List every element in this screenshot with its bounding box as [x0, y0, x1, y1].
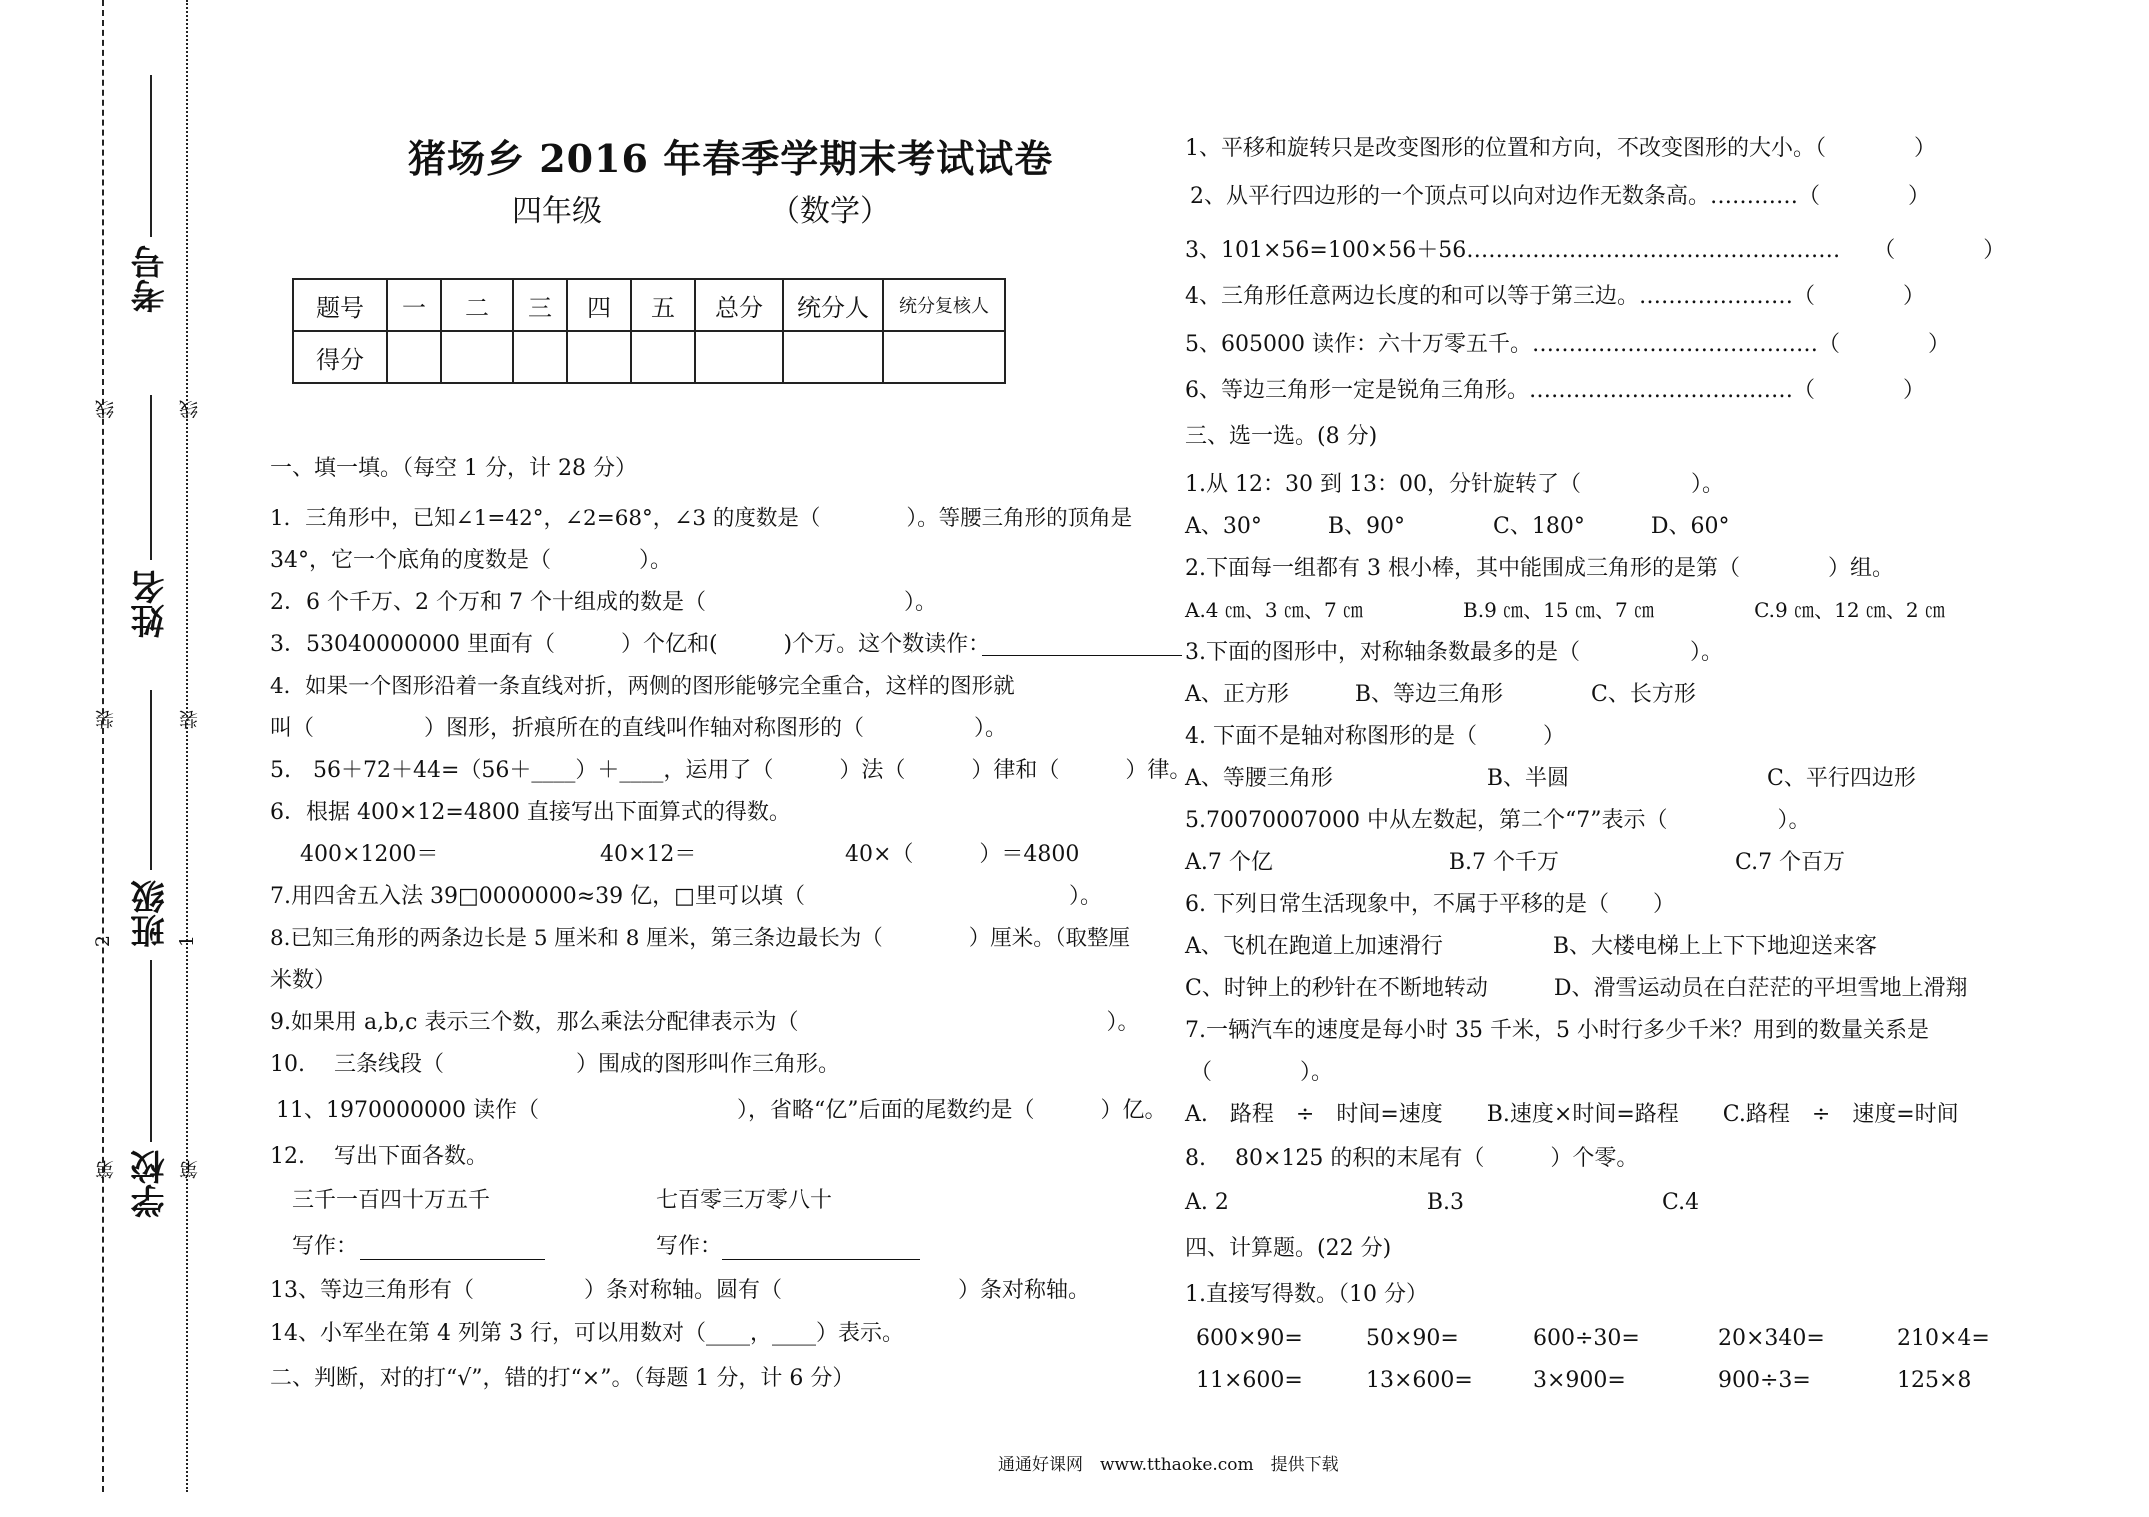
calc-10: 125×8 — [1897, 1368, 1972, 1393]
choice-4: 4. 下面不是轴对称图形的是（ ） — [1185, 724, 1565, 749]
margin-mark-right-2: 1 — [176, 935, 198, 948]
name-label: 姓名 — [131, 570, 171, 638]
question-12a-answer-line[interactable] — [360, 1258, 545, 1260]
calc-1: 600×90= — [1196, 1326, 1303, 1351]
judge-5: 5、605000 读作：六十万零五千。…………………………………（ ） — [1185, 332, 1950, 357]
school-label: 学校 — [131, 1150, 171, 1218]
subject-label: （数学） — [770, 194, 890, 229]
score-cell[interactable] — [631, 331, 695, 383]
score-header-cell: 统分人 — [783, 279, 883, 331]
calc-4: 20×340= — [1718, 1326, 1825, 1351]
question-8-line-1: 8.已知三角形的两条边长是 5 厘米和 8 厘米，第三条边最长为（ ）厘米。（取整厘 — [270, 926, 1130, 951]
question-3-answer-line[interactable] — [982, 654, 1182, 656]
score-cell[interactable] — [567, 331, 631, 383]
fold-line-right — [186, 0, 188, 1492]
margin-mark-right-1: 第 — [179, 1160, 201, 1179]
question-11: 11、1970000000 读作（ ），省略“亿”后面的尾数约是（ ）亿。 — [276, 1098, 1167, 1123]
choice-7-line-2: （ ）。 — [1190, 1060, 1334, 1085]
fold-line-left — [102, 0, 104, 1492]
calc-7: 13×600= — [1366, 1368, 1473, 1393]
question-12: 12. 写出下面各数。 — [270, 1144, 488, 1169]
calc-8: 3×900= — [1533, 1368, 1626, 1393]
id-label: 考号 — [131, 245, 171, 313]
choice-3: 3.下面的图形中，对称轴条数最多的是（ ）。 — [1185, 640, 1723, 665]
score-cell[interactable] — [783, 331, 883, 383]
judge-1: 1、平移和旋转只是改变图形的位置和方向，不改变图形的大小。（ ） — [1185, 136, 1936, 161]
calc-2: 50×90= — [1366, 1326, 1459, 1351]
score-header-cell: 统分复核人 — [883, 279, 1005, 331]
calc-9: 900÷3= — [1718, 1368, 1811, 1393]
choice-6-options-cd: C、时钟上的秒针在不断地转动 D、滑雪运动员在白茫茫的平坦雪地上滑翔 — [1185, 976, 1968, 1001]
score-cell[interactable] — [695, 331, 783, 383]
score-table — [292, 278, 1006, 384]
choice-8: 8. 80×125 的积的末尾有（ ）个零。 — [1185, 1146, 1639, 1171]
choice-3-options: A、正方形 B、等边三角形 C、长方形 — [1185, 682, 1696, 707]
choice-7-options: A. 路程 ÷ 时间=速度 B.速度×时间=路程 C.路程 ÷ 速度=时间 — [1185, 1102, 1959, 1127]
section-1-heading: 一、填一填。（每空 1 分，计 28 分） — [270, 456, 637, 481]
section-3-heading: 三、选一选。(8 分) — [1185, 424, 1378, 449]
choice-8-options: A. 2 B.3 C.4 — [1185, 1190, 1700, 1215]
question-7: 7.用四舍五入法 39□0000000≈39 亿，□里可以填（ ）。 — [270, 884, 1102, 909]
question-6b: 40×12＝ — [600, 842, 697, 867]
question-12a-write-label: 写作： — [292, 1234, 359, 1259]
score-cell[interactable] — [387, 331, 441, 383]
choice-2-options: A.4 ㎝、3 ㎝、7 ㎝ B.9 ㎝、15 ㎝、7 ㎝ C.9 ㎝、12 ㎝、2 ㎝ — [1185, 598, 1945, 622]
class-field[interactable] — [150, 690, 152, 870]
footer-source: 通通好课网 www.tthaoke.com 提供下载 — [998, 1455, 1339, 1475]
score-cell[interactable] — [513, 331, 567, 383]
score-cell[interactable] — [441, 331, 513, 383]
margin-mark-right-3: 装 — [179, 710, 201, 729]
score-cell[interactable] — [883, 331, 1005, 383]
question-12a: 三千一百四十万五千 — [292, 1188, 491, 1213]
calc-6: 11×600= — [1196, 1368, 1303, 1393]
question-13: 13、等边三角形有（ ）条对称轴。圆有（ ）条对称轴。 — [270, 1278, 1090, 1303]
question-12b-write-label: 写作： — [656, 1234, 723, 1259]
score-row-label: 得分 — [293, 331, 387, 383]
section-2-heading: 二、判断，对的打“√”，错的打“×”。（每题 1 分，计 6 分） — [270, 1366, 855, 1391]
choice-4-options: A、等腰三角形 B、半圆 C、平行四边形 — [1185, 766, 1916, 791]
choice-5-options: A.7 个亿 B.7 个千万 C.7 个百万 — [1185, 850, 1846, 875]
calc-5: 210×4= — [1897, 1326, 1990, 1351]
score-header-cell: 一 — [387, 279, 441, 331]
judge-4: 4、三角形任意两边长度的和可以等于第三边。…………………（ ） — [1185, 284, 1925, 309]
question-9: 9.如果用 a,b,c 表示三个数，那么乘法分配律表示为（ ）。 — [270, 1010, 1140, 1035]
choice-5: 5.70070007000 中从左数起，第二个“7”表示（ ）。 — [1185, 808, 1811, 833]
question-14: 14、小军坐在第 4 列第 3 行，可以用数对（____，____）表示。 — [270, 1321, 904, 1346]
question-6c: 40×（ ）＝4800 — [845, 842, 1080, 867]
choice-7-line-1: 7.一辆汽车的速度是每小时 35 千米，5 小时行多少千米？用到的数量关系是 — [1185, 1018, 1929, 1043]
choice-6: 6. 下列日常生活现象中，不属于平移的是（ ） — [1185, 892, 1675, 917]
judge-6: 6、等边三角形一定是锐角三角形。………………………………（ ） — [1185, 378, 1925, 403]
question-12b-answer-line[interactable] — [722, 1258, 920, 1260]
calc-subheading: 1.直接写得数。（10 分） — [1185, 1282, 1428, 1307]
choice-6-options-ab: A、飞机在跑道上加速滑行 B、大楼电梯上上下下地迎送来客 — [1185, 934, 1878, 959]
question-2: 2．6 个千万、2 个万和 7 个十组成的数是（ ）。 — [270, 590, 937, 615]
grade-label: 四年级 — [512, 194, 602, 229]
score-header-row — [293, 279, 1005, 331]
calc-3: 600÷30= — [1533, 1326, 1640, 1351]
question-10: 10. 三条线段（ ）围成的图形叫作三角形。 — [270, 1052, 840, 1077]
margin-mark-left-4: 线 — [95, 400, 117, 419]
question-3: 3．53040000000 里面有（ ）个亿和( )个万。这个数读作： — [270, 632, 991, 657]
choice-2: 2.下面每一组都有 3 根小棒，其中能围成三角形的是第（ ）组。 — [1185, 556, 1894, 581]
question-6: 6．根据 400×12=4800 直接写出下面算式的得数。 — [270, 800, 791, 825]
section-4-heading: 四、计算题。(22 分) — [1185, 1236, 1392, 1261]
id-field[interactable] — [150, 75, 152, 237]
question-1-line-2: 34°，它一个底角的度数是（ ）。 — [270, 548, 672, 573]
choice-1: 1.从 12：30 到 13：00，分针旋转了（ ）。 — [1185, 472, 1724, 497]
question-8-line-2: 米数） — [270, 968, 337, 993]
question-4-line-2: 叫（ ）图形，折痕所在的直线叫作轴对称图形的（ ）。 — [270, 716, 1008, 741]
margin-mark-left-2: 2 — [92, 935, 114, 948]
judge-3: 3、101×56=100×56＋56…………………………………………… （ ） — [1185, 238, 2006, 263]
score-header-cell: 题号 — [293, 279, 387, 331]
margin-mark-right-4: 线 — [179, 400, 201, 419]
margin-mark-left-1: 第 — [95, 1160, 117, 1179]
question-6a: 400×1200＝ — [300, 842, 439, 867]
name-field[interactable] — [150, 395, 152, 560]
margin-mark-left-3: 装 — [95, 710, 117, 729]
judge-2: 2、从平行四边形的一个顶点可以向对边作无数条高。…………（ ） — [1190, 184, 1930, 209]
question-4-line-1: 4．如果一个图形沿着一条直线对折，两侧的图形能够完全重合，这样的图形就 — [270, 674, 1015, 699]
question-1-line-1: 1．三角形中，已知∠1=42°，∠2=68°，∠3 的度数是（ ）。等腰三角形的顶角是 — [270, 506, 1133, 531]
score-header-cell: 二 — [441, 279, 513, 331]
question-12b: 七百零三万零八十 — [656, 1188, 833, 1213]
score-header-cell: 总分 — [695, 279, 783, 331]
choice-1-options: A、30° B、90° C、180° D、60° — [1185, 514, 1730, 539]
score-value-row — [293, 331, 1005, 383]
school-field[interactable] — [150, 960, 152, 1142]
score-header-cell: 三 — [513, 279, 567, 331]
score-header-cell: 五 — [631, 279, 695, 331]
question-5: 5. 56＋72＋44=（56＋____）＋____，运用了（ ）法（ ）律和（ ）律。 — [270, 758, 1192, 783]
class-label: 班级 — [131, 880, 171, 948]
score-header-cell: 四 — [567, 279, 631, 331]
exam-title: 猪场乡 2016 年春季学期末考试试卷 — [408, 136, 1054, 181]
